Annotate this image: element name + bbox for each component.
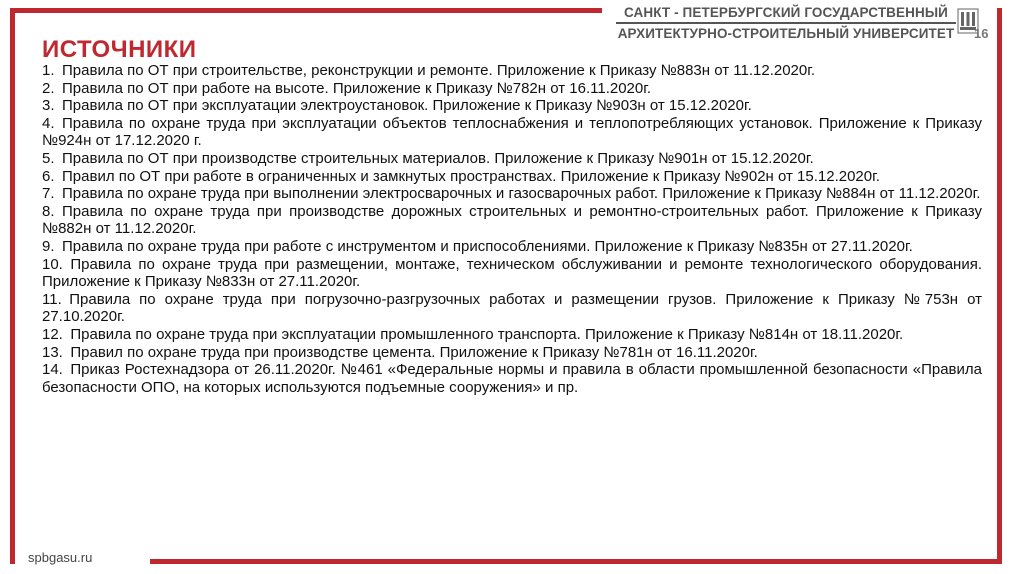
list-item-number: 6. — [42, 167, 55, 185]
list-item-number: 5. — [42, 149, 55, 167]
list-item-text: Правила по охране труда при работе с инструментом и приспособлениями. Приложение к Приказу №835н от 27.11.2020г. — [62, 237, 913, 255]
list-item — [42, 97, 982, 115]
list-item-number: 2. — [42, 79, 55, 97]
list-item-number: 3. — [42, 97, 55, 115]
bottom-accent-bar — [150, 559, 1002, 564]
list-item — [42, 344, 982, 362]
list-item-number: 14. — [42, 361, 63, 379]
page-title: ИСТОЧНИКИ — [42, 36, 197, 63]
list-item — [42, 168, 982, 186]
list-item — [42, 361, 982, 396]
list-item-number: 8. — [42, 202, 55, 220]
list-item — [42, 150, 982, 168]
list-item-text: Приказ Ростехнадзора от 26.11.2020г. №461 «Федеральные нормы и правила в области промышленной безопасности «Правила безопасности ОПО, на которых используются подъемные сооружения» и пр. — [42, 361, 982, 396]
list-item-text: Правила по охране труда при производстве дорожных строительных и ремонтно-строительных работ. Приложение к Приказу №882н от 11.12.2020г. — [42, 202, 982, 238]
list-item — [42, 185, 982, 203]
university-header — [616, 4, 956, 42]
list-item — [42, 62, 982, 80]
list-item-number: 4. — [42, 114, 55, 132]
list-item-number: 11. — [42, 290, 62, 308]
sources-list — [42, 62, 982, 396]
list-item — [42, 326, 982, 344]
list-item-number: 13. — [42, 343, 63, 361]
list-item-text: Правил по охране труда при производстве цемента. Приложение к Приказу №781н от 16.11.2020г. — [70, 343, 758, 361]
list-item-text: Правила по охране труда при выполнении электросварочных и газосварочных работ. Приложение к Приказу №884н от 11.12.2020г. — [62, 185, 981, 203]
list-item — [42, 80, 982, 98]
list-item — [42, 115, 982, 150]
university-name-line1: САНКТ - ПЕТЕРБУРГСКИЙ ГОСУДАРСТВЕННЫЙ — [624, 5, 948, 20]
list-item-text: Правила по ОТ при строительстве, реконструкции и ремонте. Приложение к Приказу №883н от 11.12.2020г. — [62, 62, 816, 79]
top-accent-bar — [10, 8, 602, 13]
list-item-number: 10. — [42, 255, 63, 273]
list-item-number: 9. — [42, 237, 55, 255]
list-item-number: 1. — [42, 62, 55, 79]
list-item-text: Правила по охране труда при эксплуатации объектов теплоснабжения и теплопотребляющих установок. Приложение к Приказу №924н от 17.12.2020 г. — [42, 114, 982, 150]
list-item-text: Правила по ОТ при эксплуатации электроустановок. Приложение к Приказу №903н от 15.12.2020г. — [62, 97, 752, 115]
list-item — [42, 256, 982, 291]
list-item-text: Правила по ОТ при работе на высоте. Приложение к Приказу №782н от 16.11.2020г. — [62, 79, 652, 97]
list-item — [42, 203, 982, 238]
footer-url[interactable]: spbgasu.ru — [22, 550, 98, 565]
list-item-text: Правила по ОТ при производстве строительных материалов. Приложение к Приказу №901н от 15.12.2020г. — [62, 149, 814, 167]
page-number: 16 — [974, 26, 989, 41]
list-item-text: Правила по охране труда при размещении, монтаже, техническом обслуживании и ремонте технологического оборудования. Приложение к Приказу №833н от 27.11.2020г. — [42, 255, 982, 291]
university-name-line2: АРХИТЕКТУРНО-СТРОИТЕЛЬНЫЙ УНИВЕРСИТЕТ — [616, 22, 956, 42]
list-item-number: 7. — [42, 185, 55, 203]
list-item-text: Правил по ОТ при работе в ограниченных и замкнутых пространствах. Приложение к Приказу №902н от 15.12.2020г. — [62, 167, 880, 185]
list-item — [42, 238, 982, 256]
list-item — [42, 291, 982, 326]
list-item-text: Правила по охране труда при погрузочно-разгрузочных работах и размещении грузов. Приложение к Приказу №753н от 27.10.2020г. — [42, 290, 982, 326]
list-item-text: Правила по охране труда при эксплуатации промышленного транспорта. Приложение к Приказу №814н от 18.11.2020г. — [70, 325, 904, 343]
list-item-number: 12. — [42, 325, 63, 343]
